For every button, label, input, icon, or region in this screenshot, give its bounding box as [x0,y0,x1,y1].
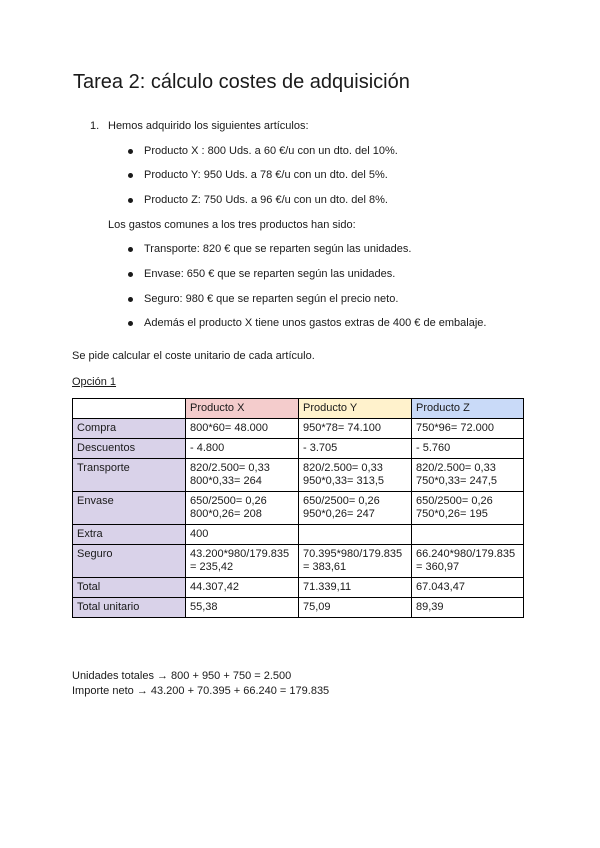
row-label-compra: Compra [73,419,186,439]
list-item [144,193,388,207]
cell-z: 820/2.500= 0,33 750*0,33= 247,5 [412,459,524,492]
list-item [144,292,398,306]
cell-x: 650/2500= 0,26 800*0,26= 208 [186,492,299,525]
header-product-y: Producto Y [299,399,412,419]
row-label-total: Total [73,578,186,598]
list-item [144,242,411,256]
cell-x: 55,38 [186,598,299,618]
cell-x: 820/2.500= 0,33 800*0,33= 264 [186,459,299,492]
net-total-text: Importe neto → 43.200 + 70.395 + 66.240 = 179.835 [72,685,330,697]
bullet-icon [128,297,133,302]
table-row [73,459,524,492]
cost-transport-text: Transporte: 820 € que se reparten según las unidades. [144,243,412,255]
cell-x: 400 [186,525,299,545]
bullet-icon [128,173,133,178]
cost-seguro-text: Seguro: 980 € que se reparten según el precio neto. [144,293,399,305]
cell-z: - 5.760 [412,439,524,459]
cell-z: 89,39 [412,598,524,618]
table-row [73,525,524,545]
cell-y: 75,09 [299,598,412,618]
cell-x: - 4.800 [186,439,299,459]
list-item [144,316,486,330]
cell-z [412,525,524,545]
row-label-total-unitario: Total unitario [73,598,186,618]
bullet-icon [128,198,133,203]
row-label-envase: Envase [73,492,186,525]
cell-x: 43.200*980/179.835 = 235,42 [186,545,299,578]
header-product-z: Producto Z [412,399,524,419]
bullet-icon [128,321,133,326]
cell-y: 71.339,11 [299,578,412,598]
row-label-descuentos: Descuentos [73,439,186,459]
common-costs-text: Los gastos comunes a los tres productos han sido: [108,219,356,231]
bullet-icon [128,247,133,252]
row-label-extra: Extra [73,525,186,545]
table-row [73,578,524,598]
table-row [73,598,524,618]
product-y-text: Producto Y: 950 Uds. a 78 €/u con un dto. del 5%. [144,169,388,181]
cell-x: 44.307,42 [186,578,299,598]
cost-extra-text: Además el producto X tiene unos gastos extras de 400 € de embalaje. [144,317,487,329]
table-row [73,439,524,459]
cell-y [299,525,412,545]
units-total-text: Unidades totales → 800 + 950 + 750 = 2.500 [72,670,292,682]
cell-y: 650/2500= 0,26 950*0,26= 247 [299,492,412,525]
header-product-x: Producto X [186,399,299,419]
cell-z: 66.240*980/179.835 = 360,97 [412,545,524,578]
cell-z: 650/2500= 0,26 750*0,26= 195 [412,492,524,525]
list-item [144,267,395,281]
cost-table [72,398,524,618]
list-number: 1. [90,120,100,132]
cell-y: 820/2.500= 0,33 950*0,33= 313,5 [299,459,412,492]
bullet-icon [128,149,133,154]
cell-y: 70.395*980/179.835 = 383,61 [299,545,412,578]
list-item [144,144,398,158]
cell-y: 950*78= 74.100 [299,419,412,439]
table-header-row [73,399,524,419]
option-label: Opción 1 [72,376,117,388]
row-label-transporte: Transporte [73,459,186,492]
list-item [144,168,388,182]
product-z-text: Producto Z: 750 Uds. a 96 €/u con un dto. del 8%. [144,194,388,206]
product-x-text: Producto X : 800 Uds. a 60 €/u con un dto. del 10%. [144,145,398,157]
page-title: Tarea 2: cálculo costes de adquisición [73,71,410,93]
header-cell-empty [73,399,186,419]
intro-text: Hemos adquirido los siguientes artículos: [108,120,309,132]
bullet-icon [128,272,133,277]
row-label-seguro: Seguro [73,545,186,578]
cell-z: 750*96= 72.000 [412,419,524,439]
table-row [73,492,524,525]
cell-x: 800*60= 48.000 [186,419,299,439]
cell-z: 67.043,47 [412,578,524,598]
request-text: Se pide calcular el coste unitario de cada artículo. [72,350,315,362]
cost-envase-text: Envase: 650 € que se reparten según las unidades. [144,268,396,280]
table-row [73,545,524,578]
cell-y: - 3.705 [299,439,412,459]
table-row [73,419,524,439]
